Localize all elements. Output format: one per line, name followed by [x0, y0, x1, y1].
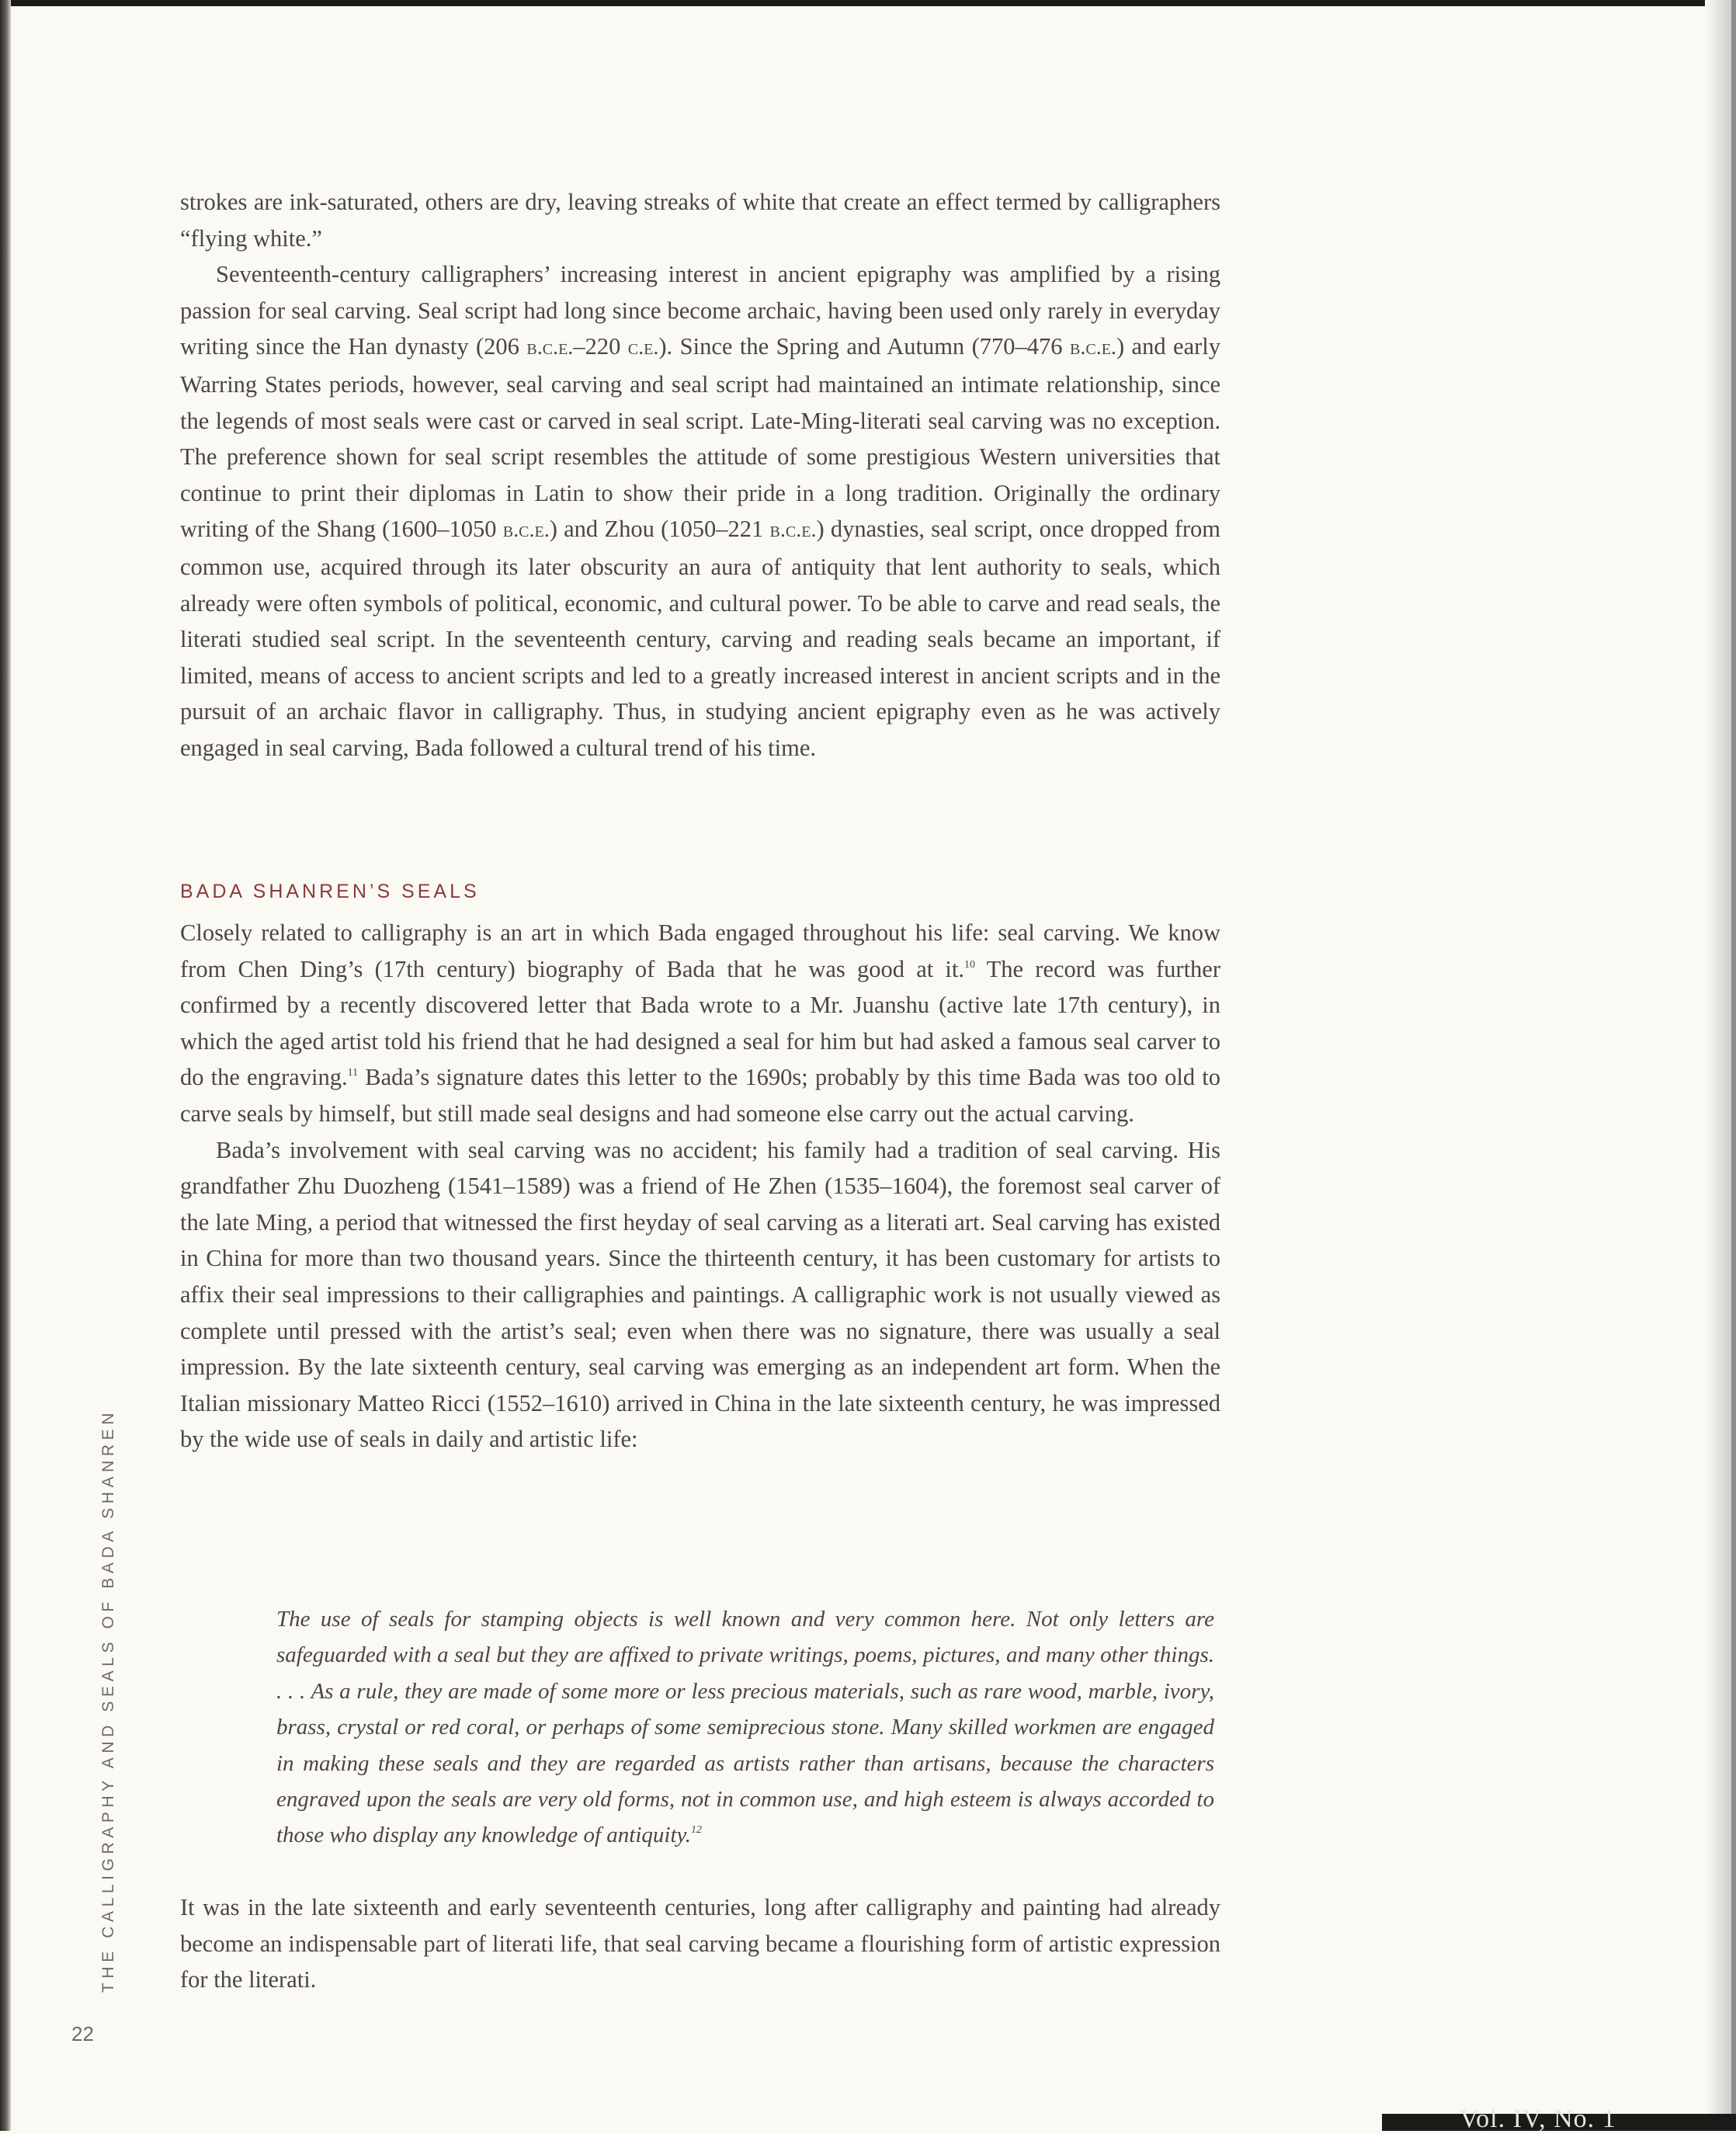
- paragraph-family-tradition: [180, 1132, 1220, 1458]
- era-abbreviation: b.c.e.: [526, 335, 574, 360]
- paragraph-text: –220: [573, 333, 628, 360]
- page-number: 22: [71, 2022, 94, 2045]
- section-heading: BADA SHANREN’S SEALS: [180, 881, 480, 902]
- body-text-closing: [180, 1889, 1220, 1998]
- body-text-top: [180, 184, 1220, 766]
- paragraph-text: strokes are ink-saturated, others are dry, leaving streaks of white that create an effect termed by calligraphers “flying white.”: [180, 189, 1220, 252]
- paragraph-text: Seventeenth-century calligraphers’ increasing interest in ancient epigraphy was amplified by a rising passion for seal carving. Seal script had long since become archaic, having been used only rarely in everyday writing since the Han dynasty (206: [180, 261, 1220, 360]
- era-abbreviation: c.e.: [627, 335, 659, 360]
- paragraph-text: Bada’s signature dates this letter to the 1690s; probably by this time Bada was too old to carve seals by himself, but still made seal designs and had someone else carry out the actual carving.: [180, 1064, 1220, 1127]
- footnote-marker: 12: [691, 1824, 703, 1837]
- footnote-marker: 11: [347, 1067, 359, 1079]
- paragraph-text: ) dynasties, seal script, once dropped from common use, acquired through its later obscurity an aura of antiquity that lent authority to seals, which already were often symbols of political, economic, and cultural power. To be able to carve and read seals, the literati studied seal script. In the seventeenth century, carving and reading seals became an important, if limited, means of access to ancient scripts and led to a greatly increased interest in ancient scripts and in the pursuit of an archaic flavor in calligraphy. Thus, in studying ancient epigraphy even as he was actively engaged in seal carving, Bada followed a cultural trend of his time.: [180, 516, 1220, 761]
- paragraph-closing: [180, 1889, 1220, 1998]
- bottom-edge-text: Vol. IV, No. 1: [1460, 2104, 1616, 2133]
- body-text-section: [180, 915, 1220, 1458]
- paragraph-text: ) and Zhou (1050–221: [549, 516, 770, 543]
- paragraph-text: The record was further confirmed by a recently discovered letter that Bada wrote to a Mr. Juanshu (active late 17th century), in which the aged artist told his friend that he had designed a seal for him but had asked a famous seal carver to do the engraving.: [180, 955, 1221, 1091]
- era-abbreviation: b.c.e.: [769, 518, 817, 543]
- running-head: THE CALLIGRAPHY AND SEALS OF BADA SHANREN: [99, 1408, 117, 1993]
- quote-text: The use of seals for stamping objects is well known and very common here. Not only letters are safeguarded with a seal but they are affixed to private writings, poems, pictures, and many other things. . . . As a rule, they are made of some more or less precious materials, such as rare wood, marble, ivory, brass, crystal or red coral, or perhaps of some semiprecious stone. Many skilled workmen are engaged in making these seals and they are regarded as artists rather than artisans, because the characters engraved upon the seals are very old forms, not in common use, and high esteem is always accorded to those who display any knowledge of antiquity.: [276, 1607, 1214, 1848]
- book-spine-shadow: [0, 0, 11, 2131]
- paragraph-seal-carving: [180, 915, 1220, 1132]
- page-top-edge: [0, 0, 1736, 6]
- block-quote-ricci: [276, 1601, 1214, 1854]
- paragraph-text: ). Since the Spring and Autumn (770–476: [658, 333, 1070, 360]
- footnote-marker: 10: [964, 958, 975, 971]
- era-abbreviation: b.c.e.: [1070, 335, 1116, 360]
- paragraph-flying-white: [180, 184, 1220, 256]
- paragraph-text: It was in the late sixteenth and early seventeenth centuries, long after calligraphy and painting had already become an indispensable part of literati life, that seal carving became a flourishing form of artistic expression for the literati.: [180, 1894, 1220, 1993]
- paragraph-text: Bada’s involvement with seal carving was no accident; his family had a tradition of seal carving. His grandfather Zhu Duozheng (1541–1589) was a friend of He Zhen (1535–1604), the foremost seal carver of the late Ming, a period that witnessed the first heyday of seal carving as a literati art. Seal carving has existed in China for more than two thousand years. Since the thirteenth century, it has been customary for artists to affix their seal impressions to their calligraphies and paintings. A calligraphic work is not usually viewed as complete until pressed with the artist’s seal; even when there was no signature, there was usually a seal impression. By the late sixteenth century, seal carving was emerging as an independent art form. When the Italian missionary Matteo Ricci (1552–1610) arrived in China in the late sixteenth century, he was impressed by the wide use of seals in daily and artistic life:: [180, 1136, 1220, 1453]
- era-abbreviation: b.c.e.: [502, 518, 550, 543]
- paragraph-seal-script: [180, 256, 1220, 766]
- paragraph-text: Closely related to calligraphy is an art in which Bada engaged throughout his life: seal carving. We know from Chen Ding’s (17th century) biography of Bada that he was good at it.: [180, 919, 1220, 982]
- paragraph-text: ) and early Warring States periods, however, seal carving and seal script had maintained an intimate relationship, since the legends of most seals were cast or carved in seal script. Late-Ming-literati seal carving was no exception. The preference shown for seal script resembles the attitude of some prestigious Western universities that continue to print their diplomas in Latin to show their pride in a long tradition. Originally the ordinary writing of the Shang (1600–1050: [180, 333, 1221, 543]
- page-right-edge-line: [1731, 0, 1736, 2131]
